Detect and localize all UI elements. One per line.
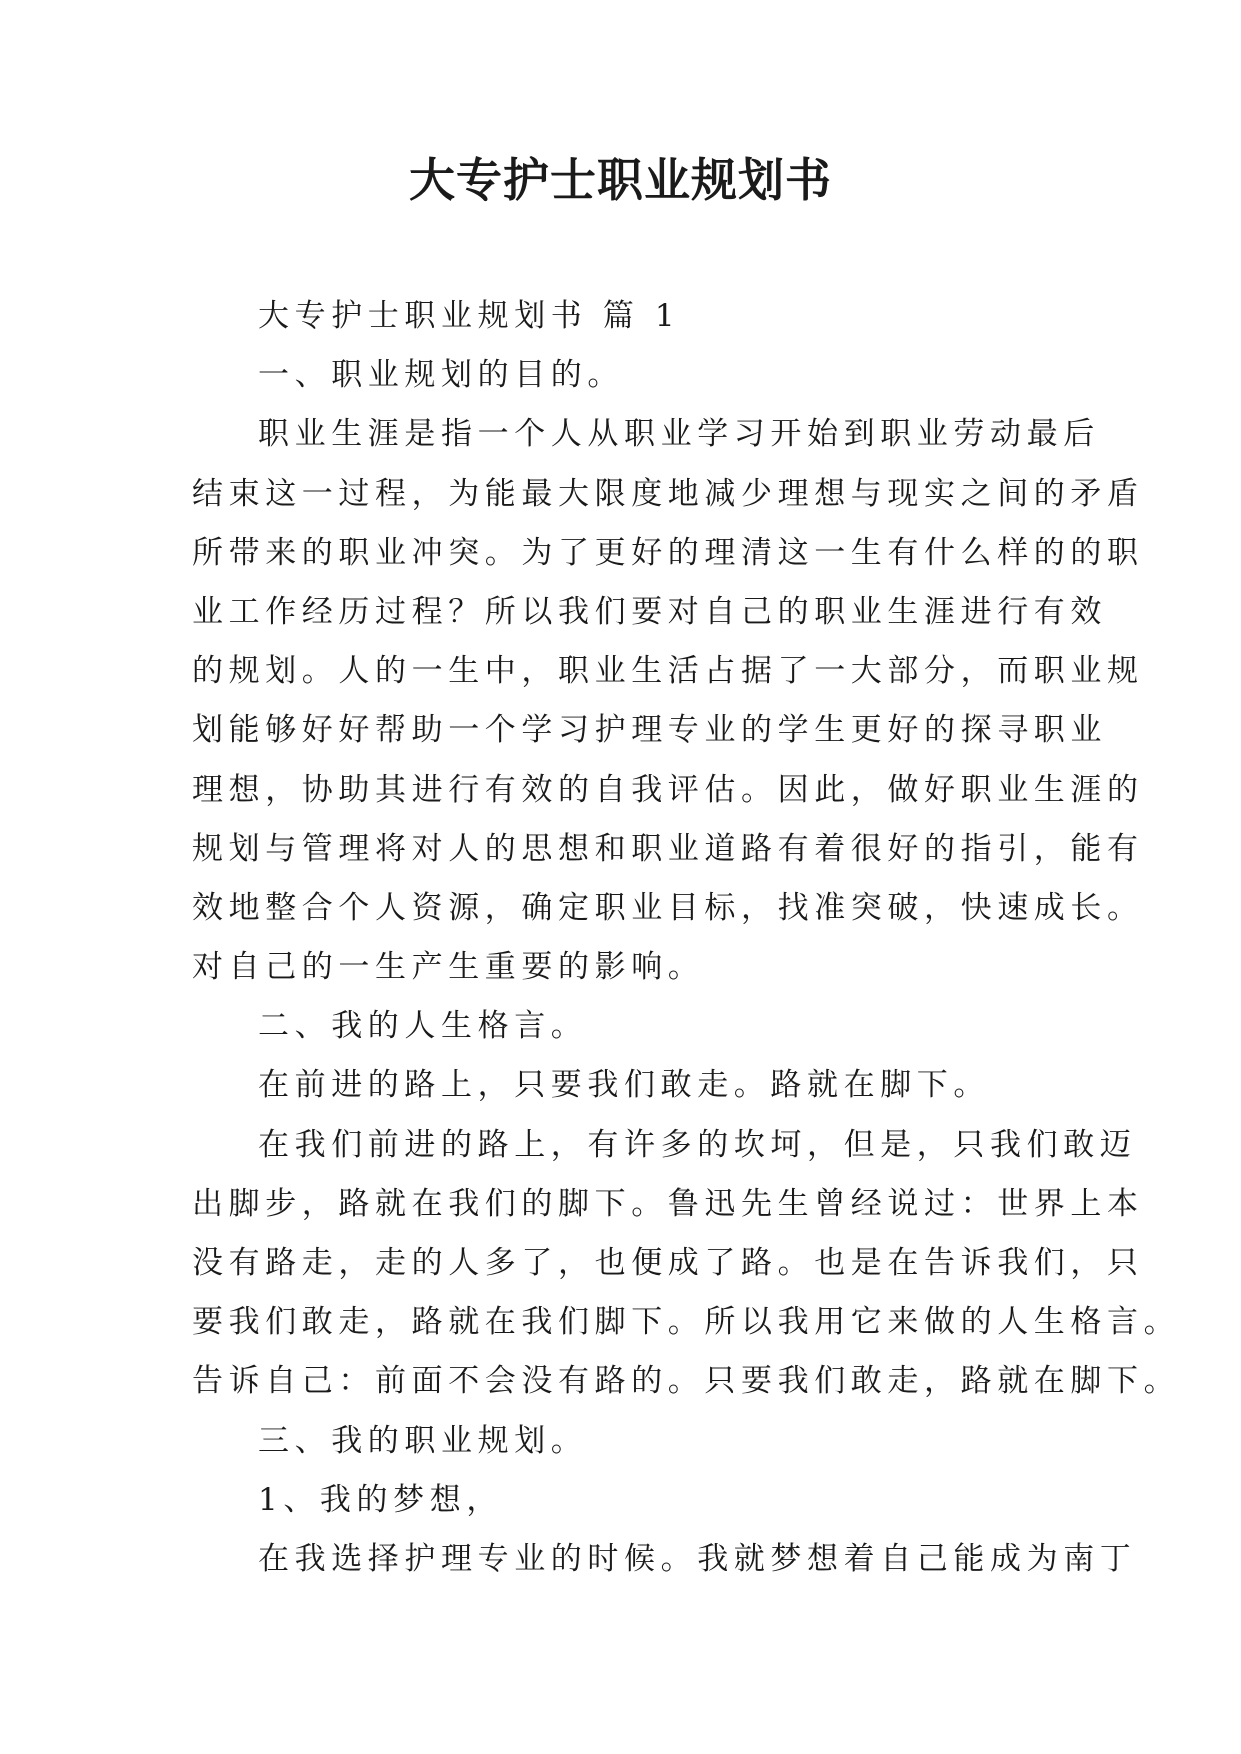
document-title: 大专护士职业规划书 xyxy=(409,153,832,207)
paragraph-line: 对自己的一生产生重要的影响。 xyxy=(192,949,705,986)
paragraph-line: 划能够好好帮助一个学习护理专业的学生更好的探寻职业 xyxy=(192,712,1107,749)
paragraph-line: 职业生涯是指一个人从职业学习开始到职业劳动最后 xyxy=(258,416,1100,453)
paragraph-line: 要我们敢走，路就在我们脚下。所以我用它来做的人生格言。 xyxy=(192,1304,1181,1341)
paragraph-line: 理想，协助其进行有效的自我评估。因此，做好职业生涯的 xyxy=(192,771,1144,808)
paragraph-line: 大专护士职业规划书 篇 1 xyxy=(258,298,681,334)
paragraph-line: 二、我的人生格言。 xyxy=(258,1008,588,1045)
paragraph-line: 三、我的职业规划。 xyxy=(258,1422,588,1459)
document-body xyxy=(192,287,1181,1589)
paragraph-line: 效地整合个人资源，确定职业目标，找准突破，快速成长。 xyxy=(192,889,1144,926)
paragraph-line: 结束这一过程，为能最大限度地减少理想与现实之间的矛盾 xyxy=(192,475,1144,512)
paragraph-line: 在我们前进的路上，有许多的坎坷，但是，只我们敢迈 xyxy=(258,1126,1137,1163)
paragraph-line: 在前进的路上，只要我们敢走。路就在脚下。 xyxy=(258,1067,990,1104)
paragraph-line: 出脚步，路就在我们的脚下。鲁迅先生曾经说过：世界上本 xyxy=(192,1185,1144,1222)
paragraph-line: 没有路走，走的人多了，也便成了路。也是在告诉我们，只 xyxy=(192,1245,1144,1281)
paragraph-line: 一、职业规划的目的。 xyxy=(258,357,624,394)
paragraph-line: 在我选择护理专业的时候。我就梦想着自己能成为南丁 xyxy=(258,1540,1137,1577)
paragraph-line: 所带来的职业冲突。为了更好的理清这一生有什么样的的职 xyxy=(192,534,1144,571)
paragraph-line: 的规划。人的一生中，职业生活占据了一大部分，而职业规 xyxy=(192,653,1144,690)
paragraph-line: 告诉自己：前面不会没有路的。只要我们敢走，路就在脚下。 xyxy=(192,1363,1181,1400)
paragraph-line: 规划与管理将对人的思想和职业道路有着很好的指引，能有 xyxy=(192,830,1144,867)
paragraph-line: 业工作经历过程？所以我们要对自己的职业生涯进行有效 xyxy=(192,593,1107,630)
paragraph-line: 1、我的梦想， xyxy=(258,1481,503,1518)
